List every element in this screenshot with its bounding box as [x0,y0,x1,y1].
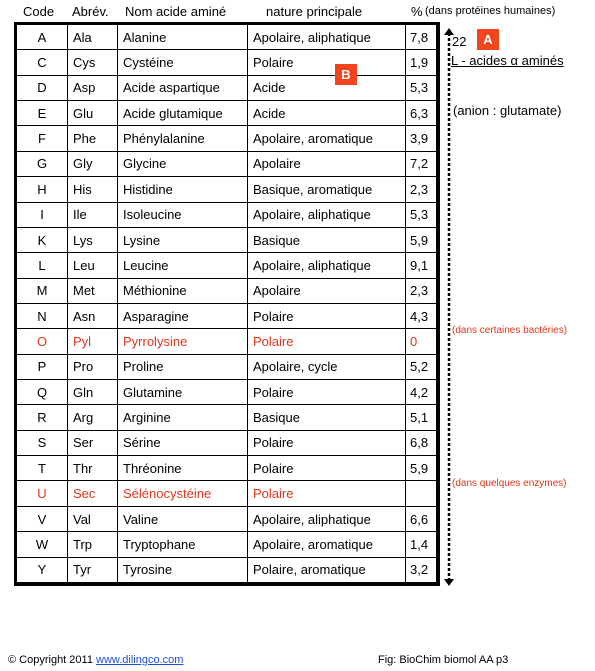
cell-abbr: Phe [68,126,118,151]
copyright-text: © Copyright 2011 [8,654,93,666]
cell-name: Méthionine [118,278,248,303]
table-row [17,126,437,151]
cell-code: Y [17,557,68,582]
cell-abbr: Asn [68,303,118,328]
table-row [17,354,437,379]
cell-pct: 4,3 [406,303,437,328]
cell-pct: 4,2 [406,380,437,405]
cell-abbr: Lys [68,227,118,252]
header-abrev: Abrév. [72,4,109,19]
table-row [17,557,437,582]
table-row [17,25,437,50]
cell-abbr: Val [68,506,118,531]
header-nature: nature principale [266,4,363,19]
cell-code: D [17,75,68,100]
table-row [17,430,437,455]
amino-acid-table-body [17,25,437,583]
cell-name: Histidine [118,177,248,202]
cell-nature: Apolaire, aromatique [248,532,406,557]
table-row [17,532,437,557]
cell-pct: 5,9 [406,456,437,481]
table-row [17,303,437,328]
cell-nature: Basique [248,227,406,252]
cell-name: Acide glutamique [118,101,248,126]
cell-abbr: Thr [68,456,118,481]
table-row [17,278,437,303]
cell-nature: Apolaire [248,278,406,303]
cell-nature: Polaire [248,50,406,75]
cell-pct: 2,3 [406,177,437,202]
cell-abbr: His [68,177,118,202]
cell-code: O [17,329,68,354]
cell-code: A [17,25,68,50]
cell-nature: Polaire [248,329,406,354]
cell-pct: 6,6 [406,506,437,531]
cell-name: Tryptophane [118,532,248,557]
table-row [17,227,437,252]
cell-name: Glycine [118,151,248,176]
cell-code: N [17,303,68,328]
table-row [17,481,437,506]
selenocysteine-note: (dans quelques enzymes) [452,478,567,489]
cell-code: T [17,456,68,481]
cell-abbr: Glu [68,101,118,126]
cell-name: Arginine [118,405,248,430]
cell-code: P [17,354,68,379]
cell-nature: Apolaire, aliphatique [248,253,406,278]
cell-abbr: Ala [68,25,118,50]
header-percent-note: (dans protéines humaines) [425,5,556,17]
l-acides-text: L - acides [451,53,507,68]
cell-pct: 5,3 [406,75,437,100]
cell-name: Proline [118,354,248,379]
cell-pct: 5,2 [406,354,437,379]
cell-nature: Polaire, aromatique [248,557,406,582]
cell-nature: Apolaire, aliphatique [248,506,406,531]
cell-abbr: Asp [68,75,118,100]
cell-pct: 9,1 [406,253,437,278]
header-percent: % [411,4,423,19]
cell-abbr: Trp [68,532,118,557]
cell-name: Acide aspartique [118,75,248,100]
cell-abbr: Pro [68,354,118,379]
cell-pct: 5,9 [406,227,437,252]
cell-nature: Polaire [248,303,406,328]
badge-b: B [335,64,357,85]
cell-abbr: Pyl [68,329,118,354]
cell-abbr: Gln [68,380,118,405]
cell-nature: Apolaire, cycle [248,354,406,379]
cell-abbr: Met [68,278,118,303]
cell-pct: 6,3 [406,101,437,126]
cell-nature: Basique [248,405,406,430]
cell-nature: Apolaire, aliphatique [248,25,406,50]
cell-name: Phénylalanine [118,126,248,151]
cell-name: Tyrosine [118,557,248,582]
amino-acid-table [14,22,440,586]
cell-name: Thréonine [118,456,248,481]
cell-nature: Basique, aromatique [248,177,406,202]
table-row [17,151,437,176]
cell-abbr: Ser [68,430,118,455]
cell-code: U [17,481,68,506]
cell-nature: Apolaire, aromatique [248,126,406,151]
table-row [17,177,437,202]
table-row [17,101,437,126]
header-code: Code [23,4,55,19]
cell-code: I [17,202,68,227]
table-row [17,405,437,430]
cell-abbr: Leu [68,253,118,278]
table-row [17,456,437,481]
cell-name: Glutamine [118,380,248,405]
cell-pct: 2,3 [406,278,437,303]
cell-code: S [17,430,68,455]
cell-name: Lysine [118,227,248,252]
table-row [17,202,437,227]
cell-abbr: Cys [68,50,118,75]
cell-nature: Acide [248,101,406,126]
table-row [17,329,437,354]
cell-name: Leucine [118,253,248,278]
badge-a: A [477,29,499,50]
cell-pct: 3,9 [406,126,437,151]
cell-nature: Polaire [248,380,406,405]
cell-pct [406,481,437,506]
pyrrolysine-note: (dans certaines bactéries) [452,325,568,336]
cell-code: C [17,50,68,75]
cell-nature: Apolaire [248,151,406,176]
cell-nature: Polaire [248,430,406,455]
cell-name: Sérine [118,430,248,455]
cell-name: Sélénocystéine [118,481,248,506]
cell-pct: 6,8 [406,430,437,455]
cell-pct: 7,2 [406,151,437,176]
cell-abbr: Ile [68,202,118,227]
anion-note: (anion : glutamate) [453,103,562,118]
cell-nature: Polaire [248,456,406,481]
cell-pct: 3,2 [406,557,437,582]
cell-code: H [17,177,68,202]
cell-abbr: Tyr [68,557,118,582]
amines-text: aminés [521,53,564,68]
cell-abbr: Sec [68,481,118,506]
cell-name: Pyrrolysine [118,329,248,354]
cell-code: G [17,151,68,176]
cell-pct: 5,3 [406,202,437,227]
cell-code: K [17,227,68,252]
l-amino-acids-label [451,53,564,68]
website-link[interactable]: www.dilingco.com [96,654,184,666]
cell-abbr: Gly [68,151,118,176]
cell-code: L [17,253,68,278]
cell-nature: Acide [248,75,406,100]
cell-pct: 7,8 [406,25,437,50]
cell-pct: 0 [406,329,437,354]
cell-nature: Apolaire, aliphatique [248,202,406,227]
footer-copyright [8,654,183,666]
table-row [17,253,437,278]
header-nom: Nom acide aminé [125,4,227,19]
cell-name: Asparagine [118,303,248,328]
alpha-symbol: α [510,53,519,68]
cell-pct: 5,1 [406,405,437,430]
amino-acid-count: 22 [452,34,467,49]
cell-code: F [17,126,68,151]
cell-pct: 1,4 [406,532,437,557]
cell-code: M [17,278,68,303]
table-row [17,506,437,531]
figure-caption: Fig: BioChim biomol AA p3 [378,654,509,666]
cell-name: Valine [118,506,248,531]
cell-name: Isoleucine [118,202,248,227]
cell-code: W [17,532,68,557]
cell-name: Cystéine [118,50,248,75]
cell-code: Q [17,380,68,405]
cell-pct: 1,9 [406,50,437,75]
cell-code: V [17,506,68,531]
cell-abbr: Arg [68,405,118,430]
table-row [17,75,437,100]
cell-nature: Polaire [248,481,406,506]
cell-name: Alanine [118,25,248,50]
table-row [17,50,437,75]
cell-code: R [17,405,68,430]
table-row [17,380,437,405]
cell-code: E [17,101,68,126]
